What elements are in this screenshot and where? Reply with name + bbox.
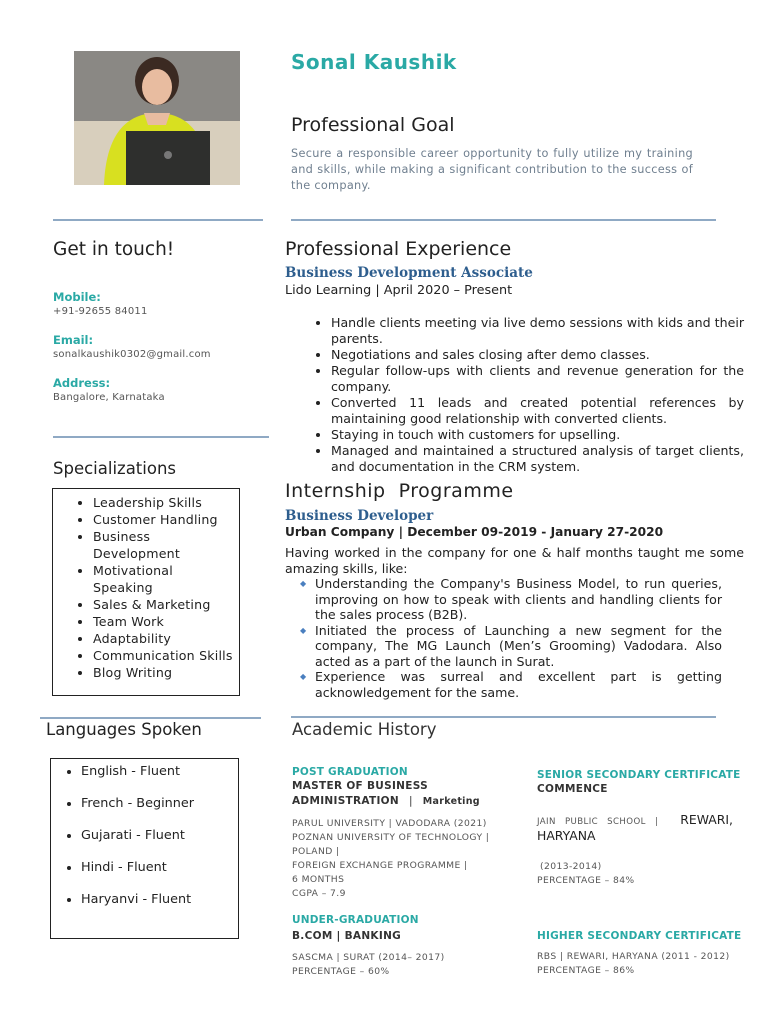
list-item: • Staying in touch with customers for upselling.: [331, 427, 744, 443]
email-value: sonalkaushik0302@gmail.com: [53, 349, 211, 360]
hsc-heading: HIGHER SECONDARY CERTIFICATE: [537, 930, 742, 942]
goal-text: Secure a responsible career opportunity to fully utilize my training and skills, while making a significant contribution to the success of the company.: [291, 147, 693, 192]
pg-detail-line: PARUL UNIVERSITY | VADODARA (2021): [292, 818, 487, 829]
list-item: • Adaptability: [93, 630, 239, 647]
goal-title: Professional Goal: [291, 114, 455, 136]
hsc-line2: PERCENTAGE – 86%: [537, 965, 635, 976]
list-item: • Managed and maintained a structured analysis of target clients, and documentation in the CRM system.: [331, 443, 744, 475]
internship-company: Urban Company | December 09-2019 - January 27-2020: [285, 525, 664, 539]
list-item: • Sales & Marketing: [93, 596, 239, 613]
divider: [53, 436, 269, 438]
list-item: ◆ Understanding the Company's Business Model, to run queries, improving on how to speak with clients and handling clients for the sales process (B2B).: [315, 576, 722, 623]
experience-bullets: [285, 315, 744, 475]
hsc-line1: RBS | REWARI, HARYANA (2011 - 2012): [537, 951, 730, 962]
list-item: ◆ Initiated the process of Launching a new segment for the company, The MG Launch (Men’s Grooming) Vadodara. Also acted as a part of the launch in Surat.: [315, 623, 722, 670]
list-item: • Communication Skills: [93, 647, 239, 664]
experience-company: Lido Learning | April 2020 – Present: [285, 283, 513, 298]
list-item: ◆ Experience was surreal and excellent part is getting acknowledgement for the same.: [315, 669, 722, 700]
list-item: • Haryanvi - Fluent: [81, 884, 238, 916]
divider: [291, 219, 716, 221]
ssc-school-state: HARYANA: [537, 828, 596, 843]
pg-degree-text: ADMINISTRATION: [292, 795, 399, 807]
list-item: • Handle clients meeting via live demo sessions with kids and their parents.: [331, 315, 744, 347]
ssc-school-row: [537, 812, 733, 829]
list-item: • English - Fluent: [81, 756, 238, 788]
experience-role: Business Development Associate: [285, 265, 533, 281]
internship-role: Business Developer: [285, 508, 434, 524]
pg-separator: |: [408, 795, 413, 807]
specializations-list: [53, 494, 239, 681]
mobile-label: Mobile:: [53, 290, 101, 304]
list-item: • Leadership Skills: [93, 494, 239, 511]
ssc-years: (2013-2014): [540, 861, 602, 872]
profile-photo: [74, 51, 240, 185]
pg-heading: POST GRADUATION: [292, 766, 408, 778]
ug-heading: UNDER-GRADUATION: [292, 914, 419, 926]
ssc-school-name: JAIN PUBLIC SCHOOL |: [537, 817, 659, 827]
ug-detail-line: SASCMA | SURAT (2014– 2017): [292, 952, 445, 963]
internship-bullets: [285, 576, 722, 700]
ug-detail-line: PERCENTAGE – 60%: [292, 966, 390, 977]
pg-detail-line: POLAND |: [292, 846, 340, 857]
languages-list: [51, 756, 238, 916]
pg-details: [292, 817, 507, 901]
internship-title: [285, 480, 514, 502]
ug-degree: B.COM | BANKING: [292, 930, 402, 942]
list-item: • Customer Handling: [93, 511, 239, 528]
specializations-box: [52, 488, 240, 696]
internship-intro: Having worked in the company for one & half months taught me some amazing skills, like:: [285, 545, 744, 576]
ssc-heading: SENIOR SECONDARY CERTIFICATE: [537, 769, 741, 781]
languages-title: Languages Spoken: [46, 720, 202, 739]
list-item: • Gujarati - Fluent: [81, 820, 238, 852]
divider: [40, 717, 261, 719]
candidate-name: Sonal Kaushik: [291, 50, 457, 74]
mobile-value: +91-92655 84011: [53, 306, 148, 317]
divider: [53, 219, 263, 221]
academic-title: Academic History: [292, 720, 437, 739]
pg-degree-line1: MASTER OF BUSINESS: [292, 780, 428, 792]
ssc-school-city: REWARI,: [680, 812, 733, 827]
specializations-title: Specializations: [53, 459, 177, 478]
list-item: • Regular follow-ups with clients and revenue generation for the company.: [331, 363, 744, 395]
list-item: • Motivational Speaking: [93, 562, 239, 596]
address-label: Address:: [53, 376, 111, 390]
ssc-school: [537, 812, 733, 843]
divider: [291, 716, 716, 718]
ssc-percentage: PERCENTAGE – 84%: [537, 875, 635, 886]
contact-title: Get in touch!: [53, 239, 175, 260]
experience-title: Professional Experience: [285, 238, 512, 260]
languages-box: [50, 758, 239, 939]
email-label: Email:: [53, 333, 94, 347]
pg-major: Marketing: [422, 796, 480, 807]
list-item: • Blog Writing: [93, 664, 239, 681]
list-item: • Negotiations and sales closing after demo classes.: [331, 347, 744, 363]
pg-degree-line2: [292, 795, 480, 807]
list-item: • French - Beginner: [81, 788, 238, 820]
pg-detail-line: CGPA – 7.9: [292, 888, 346, 899]
list-item: • Business Development: [93, 528, 239, 562]
pg-detail-line: POZNAN UNIVERSITY OF TECHNOLOGY |: [292, 832, 490, 843]
ssc-stream: COMMENCE: [537, 783, 608, 795]
list-item: • Converted 11 leads and created potential references by maintaining good relationship with converted clients.: [331, 395, 744, 427]
ug-details: [292, 951, 445, 979]
pg-detail-line: 6 MONTHS: [292, 874, 345, 885]
list-item: • Hindi - Fluent: [81, 852, 238, 884]
internship-title-text: Internship Programme: [285, 480, 514, 502]
pg-detail-line: FOREIGN EXCHANGE PROGRAMME |: [292, 860, 468, 871]
address-value: Bangalore, Karnataka: [53, 392, 165, 403]
list-item: • Team Work: [93, 613, 239, 630]
